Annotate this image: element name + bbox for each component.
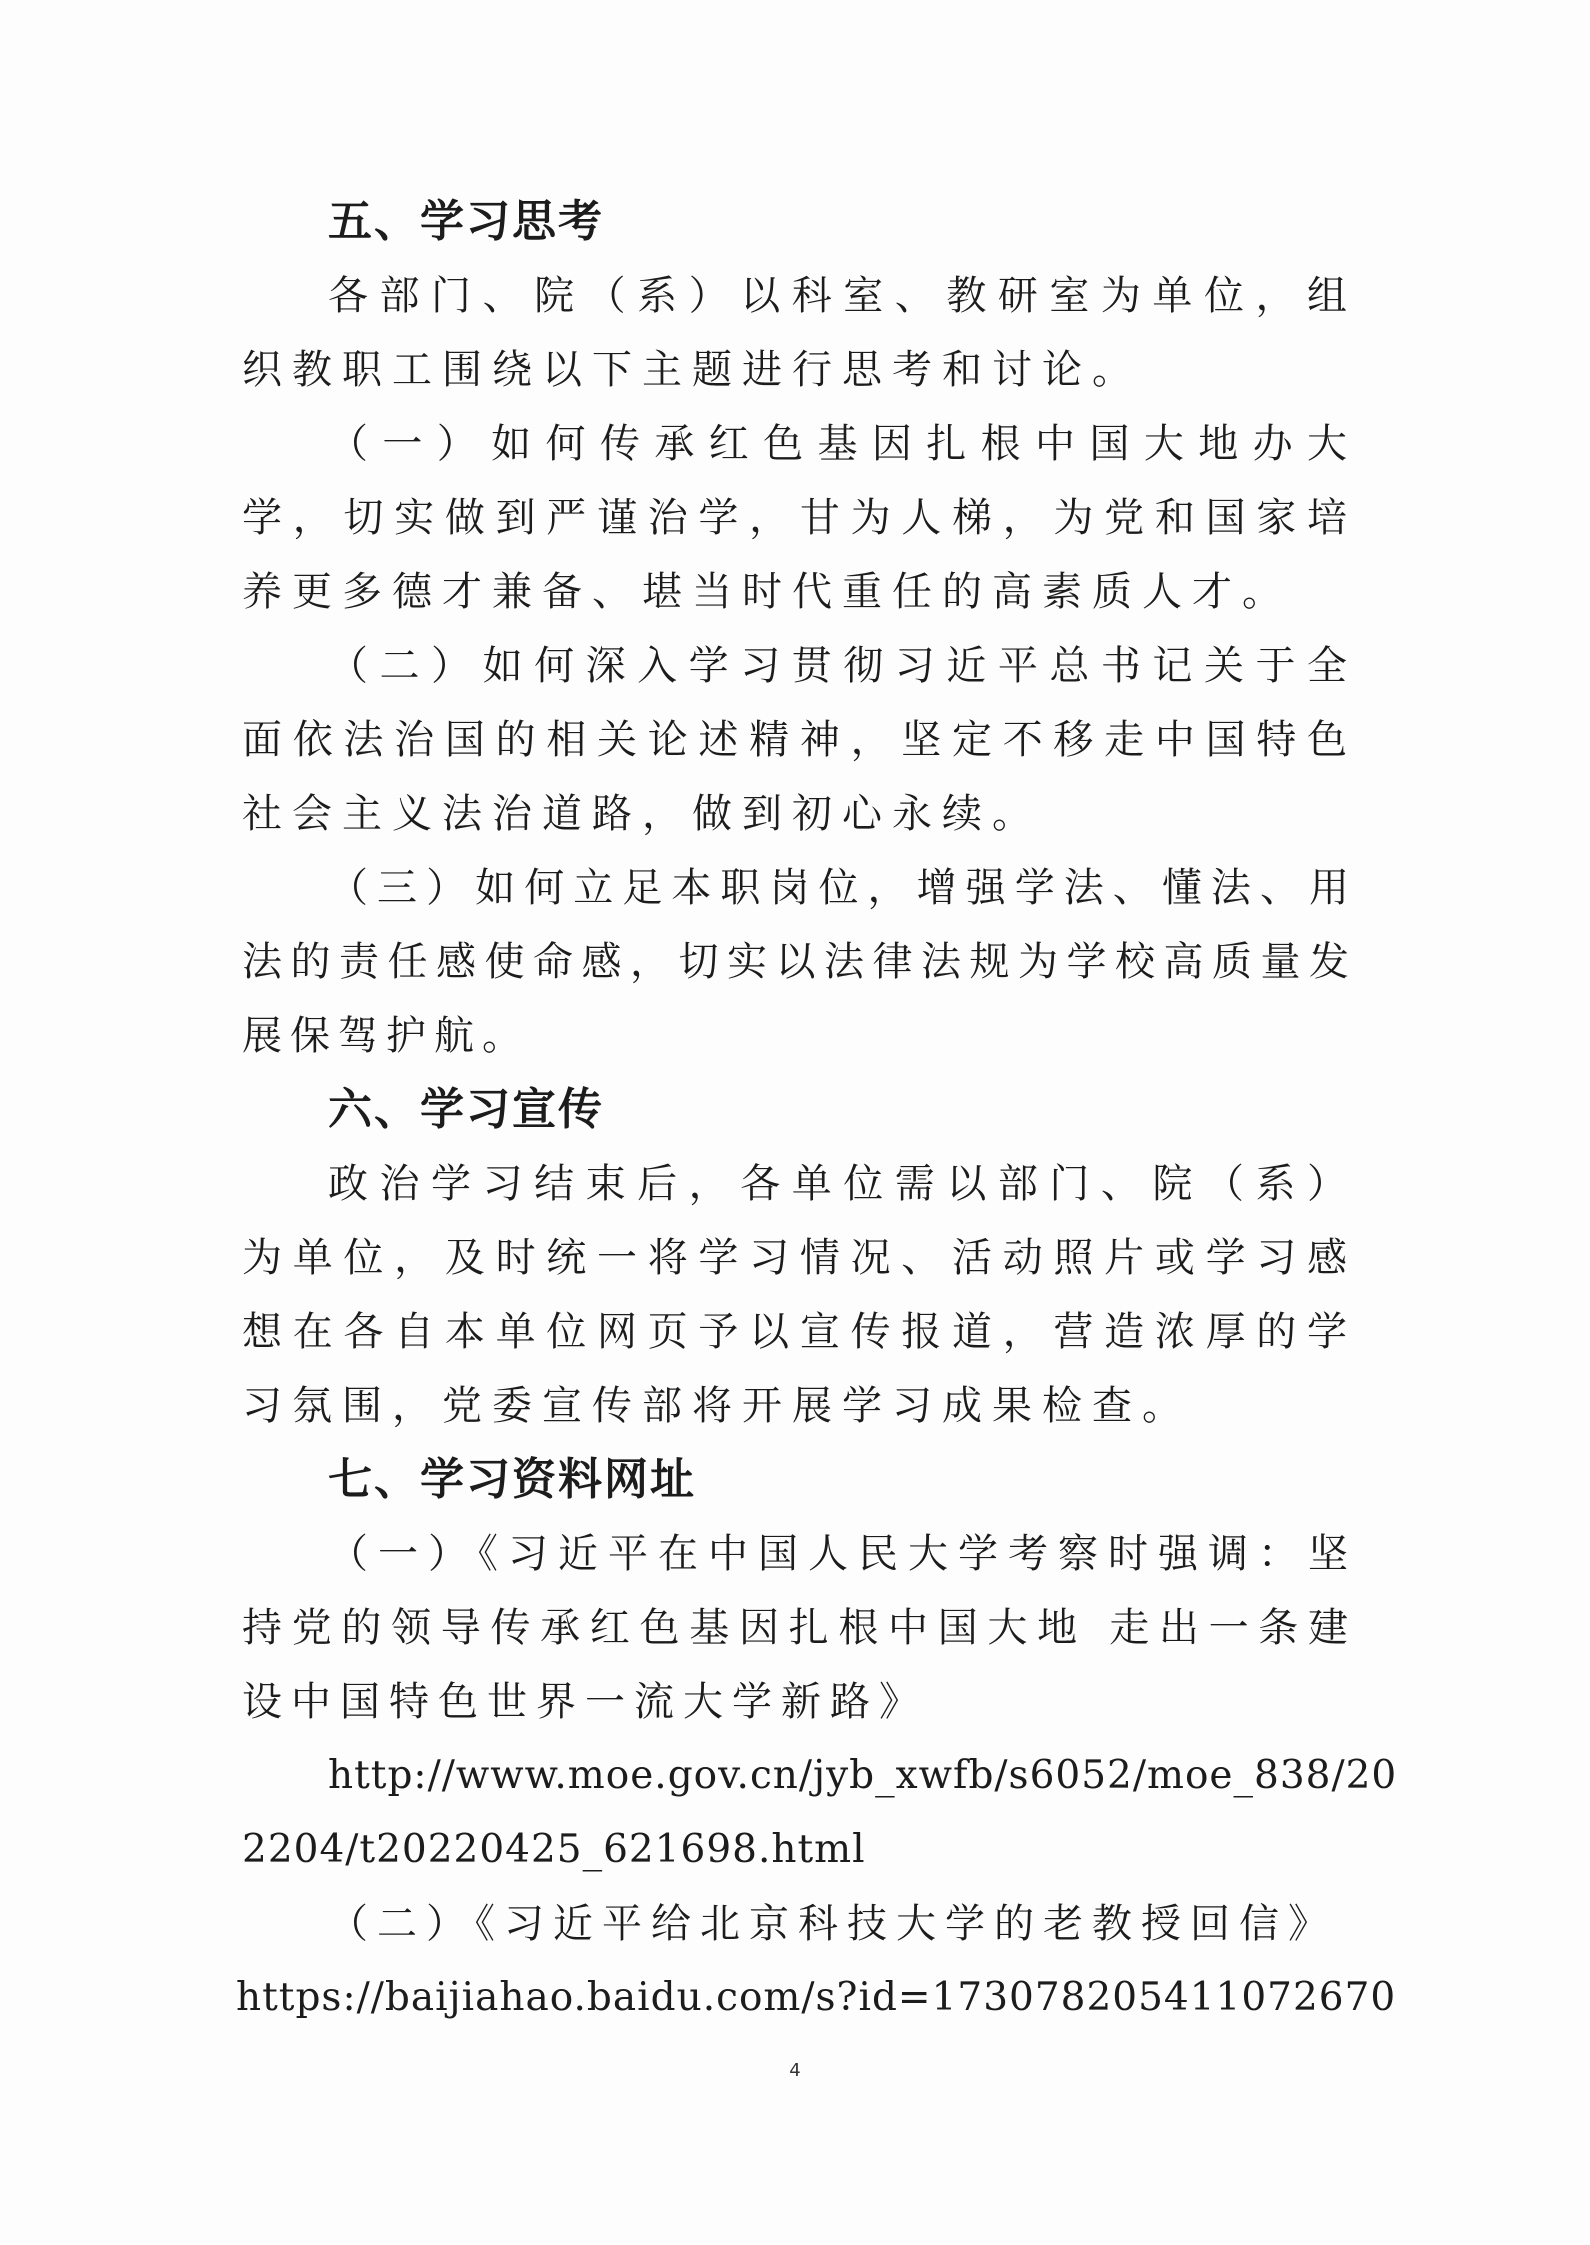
resource-1-url[interactable] [242,1739,1398,1887]
resource-1-title: （一）《习近平在中国人民大学考察时强调：坚持党的领导传承红色基因扎根中国大地 走出一条建设中国特色世界一流大学新路》 [242,1531,1357,1725]
section-6-heading: 六、学习宣传 [328,1084,604,1135]
section-5-item-2: （二）如何深入学习贯彻习近平总书记关于全面依法治国的相关论述精神，坚定不移走中国特色社会主义法治道路，做到初心永续。 [242,643,1357,837]
section-5-heading: 五、学习思考 [328,196,604,247]
section-5-item-3: （三）如何立足本职岗位，增强学法、懂法、用法的责任感使命感，切实以法律法规为学校高质量发展保驾护航。 [242,865,1357,1059]
resource-2-url[interactable] [236,1961,1397,2035]
resource-1-url-line-2[interactable]: 2204/t20220425_621698.html [242,1827,866,1872]
section-5-item-1: （一）如何传承红色基因扎根中国大地办大学，切实做到严谨治学，甘为人梯，为党和国家培养更多德才兼备、堪当时代重任的高素质人才。 [242,421,1357,615]
section-6-body: 政治学习结束后，各单位需以部门、院（系）为单位，及时统一将学习情况、活动照片或学习感想在各自本单位网页予以宣传报道，营造浓厚的学习氛围，党委宣传部将开展学习成果检查。 [242,1161,1357,1429]
page-number: 4 [789,2060,801,2081]
resource-1-url-line-1[interactable]: http://www.moe.gov.cn/jyb_xwfb/s6052/moe_838/20 [328,1753,1398,1798]
section-5-intro: 各部门、院（系）以科室、教研室为单位，组织教职工围绕以下主题进行思考和讨论。 [242,273,1357,393]
resource-2-url-line-1[interactable]: https://baijiahao.baidu.com/s?id=17307820541107267​0 [236,1975,1397,2020]
document-body [236,185,1398,2035]
resource-2-title: （二）《习近平给北京科技大学的老教授回信》 [328,1901,1337,1947]
section-7-heading: 七、学习资料网址 [328,1454,696,1505]
